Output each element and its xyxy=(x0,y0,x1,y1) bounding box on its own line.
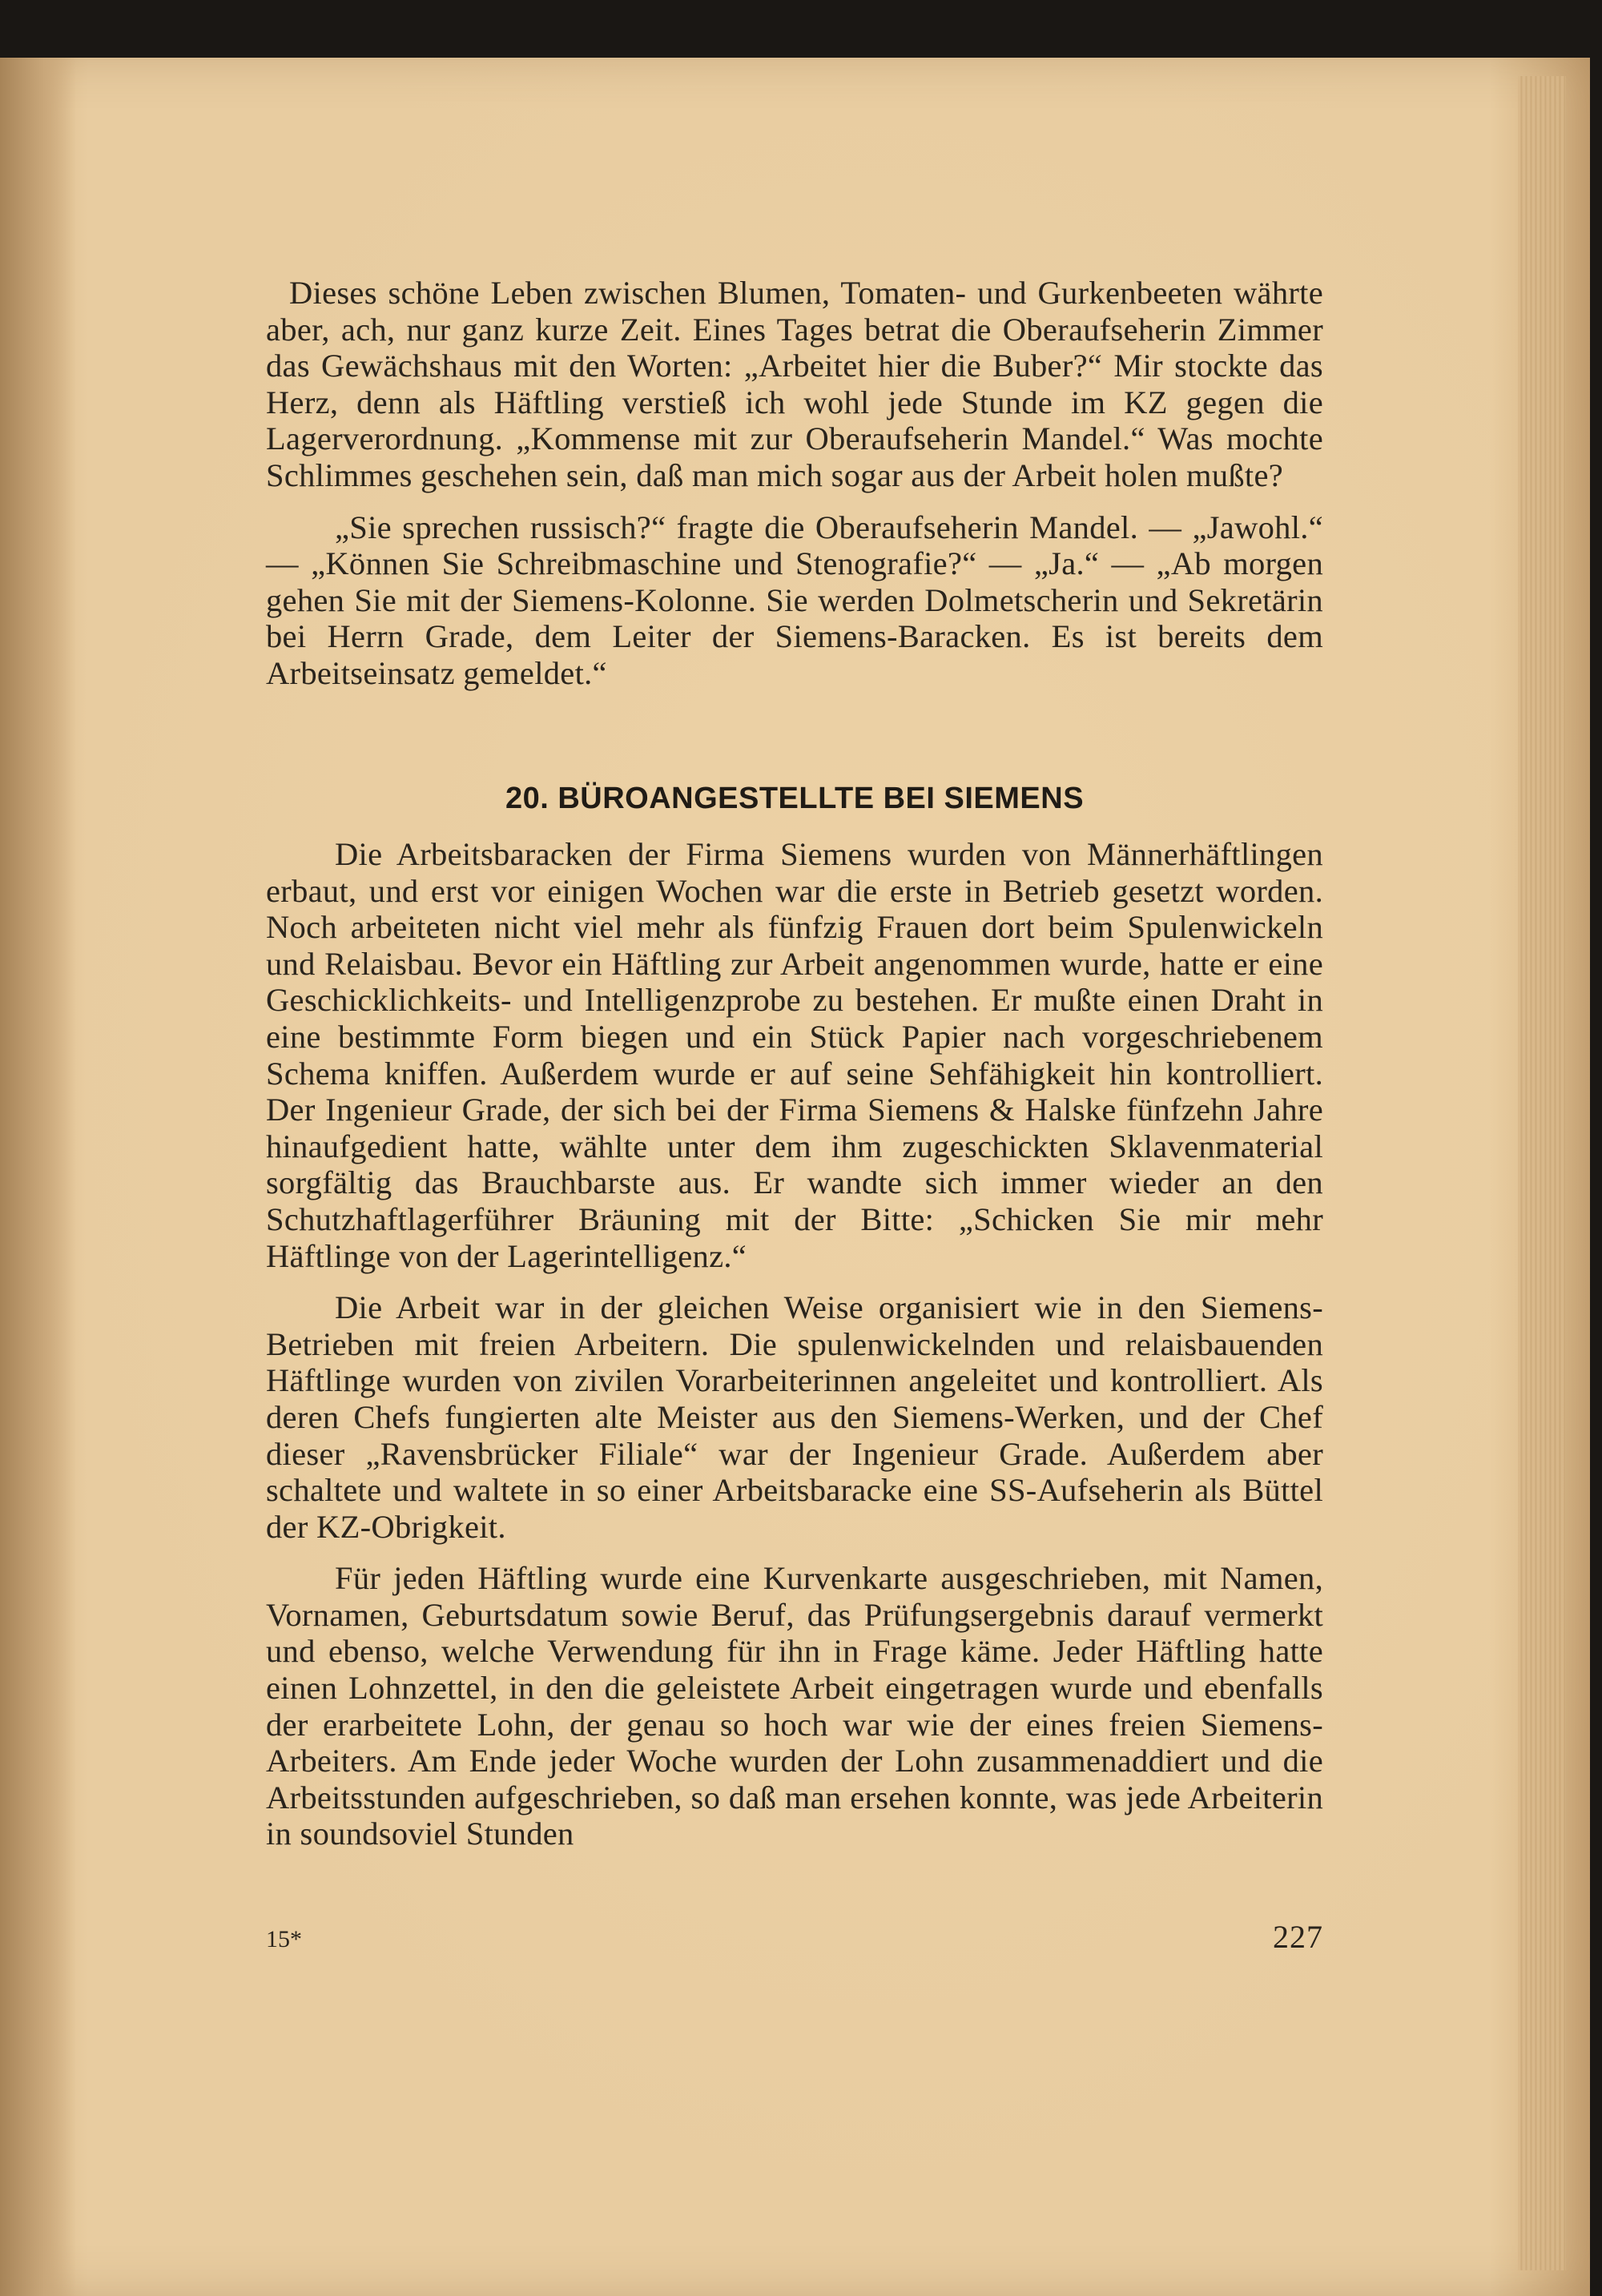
page-footer xyxy=(266,1918,1323,1958)
chapter-body xyxy=(266,836,1323,1852)
book-gutter xyxy=(0,58,76,2296)
chapter-heading: 20. BÜROANGESTELLTE BEI SIEMENS xyxy=(505,782,1085,815)
signature-mark: 15* xyxy=(266,1926,302,1952)
paragraph: Die Arbeit war in der gleichen Weise organisiert wie in den Siemens-Betrieben mit freien Arbeitern. Die spulenwickelnden und relaisbauenden Häftlinge wurden von zivilen Vorarbeiterinnen angeleitet und kontrolliert. Als deren Chefs fungierten alte Meister aus den Siemens-Werken, und der Chef dieser „Ravensbrücker Filiale“ war der Ingenieur Grade. Außerdem aber schaltete und waltete in so einer Arbeitsbaracke eine SS-Aufseherin als Büttel der KZ-Obrigkeit. xyxy=(266,1289,1323,1545)
paragraph: Dieses schöne Leben zwischen Blumen, Tomaten- und Gurkenbeeten währte aber, ach, nur ganz kurze Zeit. Eines Tages betrat die Oberaufseherin Zimmer das Gewächshaus mit den Worten: „Arbeitet hier die Buber?“ Mir stockte das Herz, denn als Häftling verstieß ich wohl jede Stunde im KZ gegen die Lagerverordnung. „Kommense mit zur Oberaufseherin Mandel.“ Was mochte Schlimmes geschehen sein, daß man mich sogar aus der Arbeit holen mußte? xyxy=(266,275,1323,493)
paragraph: Für jeden Häftling wurde eine Kurvenkarte ausgeschrieben, mit Namen, Vornamen, Geburtsdatum sowie Beruf, das Prüfungsergebnis darauf vermerkt und ebenso, welche Verwendung für ihn in Frage käme. Jeder Häftling hatte einen Lohnzettel, in den die geleistete Arbeit eingetragen wurde und ebenfalls der erarbeitete Lohn, der genau so hoch war wie der eines freien Siemens-Arbeiters. Am Ende jeder Woche wurden der Lohn zusammenaddiert und die Arbeitsstunden aufgeschrieben, so daß man ersehen konnte, was jede Arbeiterin in soundsoviel Stunden xyxy=(266,1560,1323,1852)
opening-text xyxy=(266,275,1323,692)
paragraph: Die Arbeitsbaracken der Firma Siemens wurden von Männerhäftlingen erbaut, und erst vor einigen Wochen war die erste in Betrieb gesetzt worden. Noch arbeiteten nicht viel mehr als fünfzig Frauen dort beim Spulenwickeln und Relaisbau. Bevor ein Häftling zur Arbeit angenommen wurde, hatte er eine Geschicklichkeits- und Intelligenzprobe zu bestehen. Er mußte einen Draht in eine bestimmte Form biegen und ein Stück Papier nach vorgeschriebenem Schema kniffen. Außerdem wurde er auf seine Sehfähigkeit hin kontrolliert. Der Ingenieur Grade, der sich bei der Firma Siemens & Halske fünfzehn Jahre hinaufgedient hatte, wählte unter dem ihm zugeschickten Sklavenmaterial sorgfältig das Brauchbarste aus. Er wandte sich immer wieder an den Schutzhaftlagerführer Bräuning mit der Bitte: „Schicken Sie mir mehr Häftlinge von der Lagerintelligenz.“ xyxy=(266,836,1323,1274)
page-number: 227 xyxy=(1273,1919,1323,1955)
paragraph: „Sie sprechen russisch?“ fragte die Oberaufseherin Mandel. — „Jawohl.“ — „Können Sie Schreibmaschine und Stenografie?“ — „Ja.“ — „Ab morgen gehen Sie mit der Siemens-Kolonne. Sie werden Dolmetscherin und Sekretärin bei Herrn Grade, dem Leiter der Siemens-Baracken. Es ist bereits dem Arbeitseinsatz gemeldet.“ xyxy=(266,509,1323,691)
page-fore-edge xyxy=(1518,76,1566,2270)
